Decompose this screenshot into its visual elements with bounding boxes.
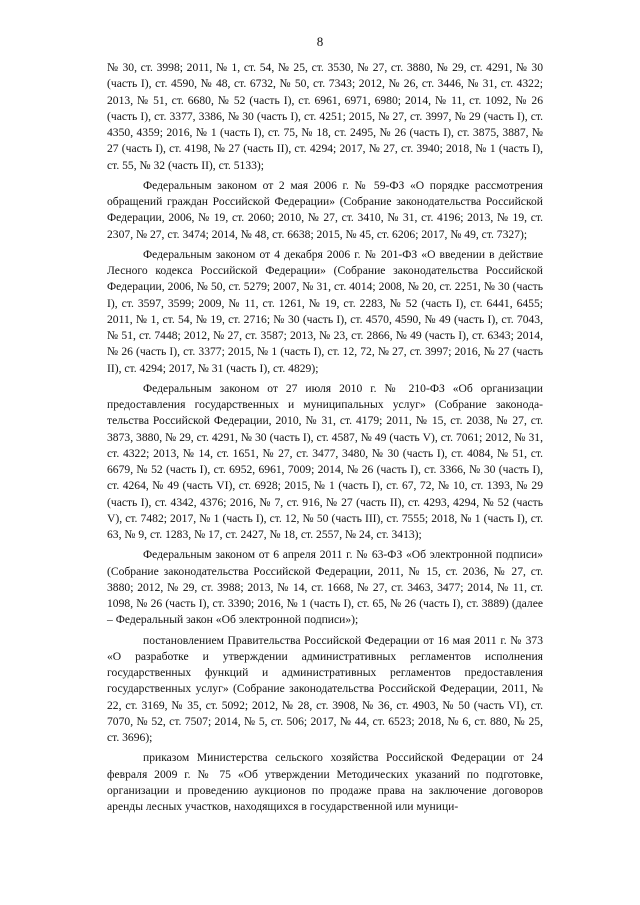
paragraph-continuation: № 30, ст. 3998; 2011, № 1, ст. 54, № 25, ст. 3530, № 27, ст. 3880, № 29, ст. 4291, № 30 (часть I), ст. 4590, № 48, ст. 6732, № 50, ст. 7343; 2012, № 26, ст. 3446, № 31, ст. 4322; 2013, № 51, ст. 6680, № 52 (часть I), ст. 6961, 6971, 6980; 2014, № 11, ст. 1092, № 26 (часть I), ст. 3377, 3386, № 30 (часть I), ст. 4251; 2015, № 27, ст. 3997, № 29 (часть I), ст. 4350, 4359; 2016, № 1 (часть I), ст. 75, № 18, ст. 2495, № 26 (часть I), ст. 3875, 3887, № 27 (часть I), ст. 4198, № 27 (часть II), ст. 4294; 2017, № 27, ст. 3940; 2018, № 1 (часть I), ст. 55, № 32 (часть II), ст. 5133); [107, 61, 543, 172]
paragraph-law-210: Федеральным законом от 27 июля 2010 г. № 210-ФЗ «Об организации предоставления государственных и муниципальных услуг» (Собрание законодательства Российской Федерации, 2010, № 31, ст. 4179; 2011, № 15, ст. 2038, № 27, ст. 3873, 3880, № 29, ст. 4291, № 30 (часть I), ст. 4587, № 49 (часть V), ст. 7061; 2012, № 31, ст. 4322; 2013, № 14, ст. 1651, № 27, ст. 3477, 3480, № 30 (часть I), ст. 4084, № 51, ст. 6679, № 52 (часть I), ст. 6952, 6961, 7009; 2014, № 26 (часть I), ст. 3366, № 30 (часть I), ст. 4264, № 49 (часть VI), ст. 6928; 2015, № 1 (часть I), ст. 67, 72, № 10, ст. 1393, № 29 (часть I), ст. 4342, 4376; 2016, № 7, ст. 916, № 27 (часть II), ст. 4293, 4294, № 52 (часть V), ст. 7482; 2017, № 1 (часть I), ст. 12, № 50 (часть III), ст. 7555; 2018, № 1 (часть I), ст. 63, № 9, ст. 1283, № 17, ст. 2427, № 18, ст. 2557, № 24, ст. 3413); [107, 381, 543, 541]
paragraph-law-63: Федеральным законом от 6 апреля 2011 г. № 63-ФЗ «Об электронной подписи» (Собрание законодательства Российской Федерации, 2011, № 15, ст. 2036, № 27, ст. 3880; 2012, № 29, ст. 3988; 2013, № 14, ст. 1668, № 27, ст. 3463, 3477; 2014, № 11, ст. 1098, № 26 (часть I), ст. 3390; 2016, № 1 (часть I), ст. 65, № 26 (часть I), ст. 3889) (далее – Федеральный закон «Об электронной подписи»); [107, 548, 543, 627]
paragraph-law-201: Федеральным законом от 4 декабря 2006 г. № 201-ФЗ «О введении в действие Лесного кодекса Российской Федерации» (Собрание законодательства Российской Федерации, 2006, № 50, ст. 5279; 2007, № 31, ст. 4014; 2008, № 20, ст. 2251, № 30 (часть I), ст. 3597, 3599; 2009, № 11, ст. 1261, № 19, ст. 2283, № 52 (часть I), ст. 6441, 6455; 2011, № 1, ст. 54, № 19, ст. 2716; № 30 (часть I), ст. 4570, 4590, № 49 (часть I), ст. 7043, № 51, ст. 7448; 2012, № 27, ст. 3587; 2013, № 23, ст. 2866, № 49 (часть I), ст. 6343; 2014, № 26 (часть I), ст. 3377; 2015, № 1 (часть I), ст. 12, 72, № 27, ст. 3997; 2016, № 27 (часть II), ст. 4294; 2017, № 31 (часть I), ст. 4829); [107, 247, 543, 375]
paragraph-law-59: Федеральным законом от 2 мая 2006 г. № 59-ФЗ «О порядке рассмотрения обращений граждан Российской Федерации» (Собрание законодательства Российской Федерации, 2006, № 19, ст. 2060; 2010, № 27, ст. 3410, № 31, ст. 4196; 2013, № 19, ст. 2307, № 27, ст. 3474; 2014, № 48, ст. 6638; 2015, № 45, ст. 6206; 2017, № 49, ст. 7327); [107, 178, 543, 241]
page-number: 8 [316, 34, 324, 49]
document-body [107, 60, 543, 815]
paragraph-resolution-373: постановлением Правительства Российской Федерации от 16 мая 2011 г. № 373 «О разработке и утверждении административных регламентов исполнения государственных функций и административных регламентов предоставления государственных услуг» (Собрание законодательства Российской Федерации, 2011, № 22, ст. 3169, № 35, ст. 5092; 2012, № 28, ст. 3908, № 36, ст. 4903, № 50 (часть VI), ст. 7070, № 52, ст. 7507; 2014, № 5, ст. 506; 2017, № 44, ст. 6523; 2018, № 6, ст. 880, № 25, ст. 3696); [107, 633, 543, 744]
paragraph-order-75: приказом Министерства сельского хозяйства Российской Федерации от 24 февраля 2009 г. № 75 «Об утверждении Методических указаний по подготовке, организации и проведению аукционов по продаже права на заключение договоров аренды лесных участков, находящихся в государственной или муници- [107, 751, 543, 813]
